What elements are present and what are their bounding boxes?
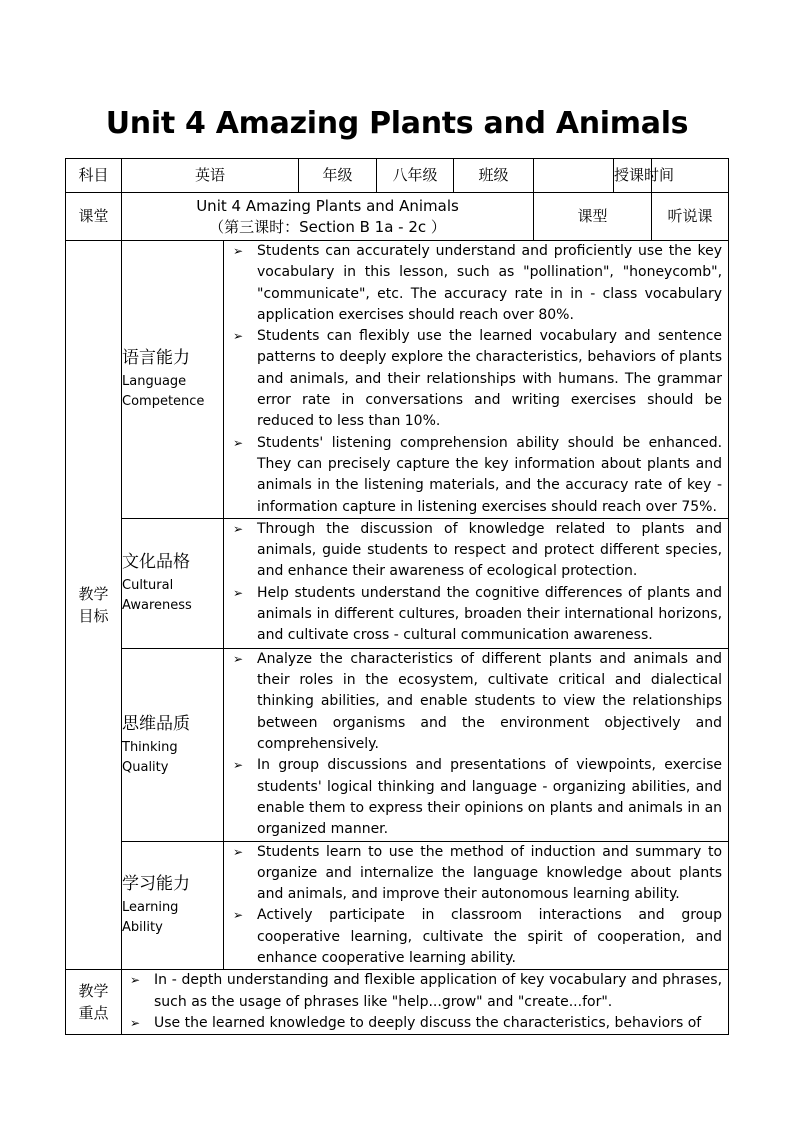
list-item: ➢ Use the learned knowledge to deeply discuss the characteristics, behaviors of (154, 1013, 722, 1034)
arrow-bullet-icon: ➢ (233, 244, 244, 258)
objective-category-cultural (122, 518, 224, 648)
list-item: ➢ Analyze the characteristics of different plants and animals and their roles in the ecosystem, cultivate critical and dialectical thinking abilities, and enable students to view the relationships between organisms and the environment objectively and comprehensively. (233, 650, 723, 753)
header-row (66, 159, 729, 193)
list-item: ➢ Students can flexibly use the learned vocabulary and sentence patterns to deeply explore the characteristics, behaviors of plants and animals, and their relationships with humans. The grammar error rate in conversations and writing exercises should be reduced to less than 10%. (233, 328, 723, 430)
objective-content-learning (224, 841, 729, 970)
arrow-bullet-icon: ➢ (233, 651, 244, 666)
lesson-title-line2: （第三课时：Section B 1a - 2c ） (209, 217, 446, 236)
list-item: ➢ Students can accurately understand and proficiently use the key vocabulary in this lesson, such as "pollination", "honeycomb", "communicate", etc. The accuracy rate in in - class vocabulary application exercises should reach over 80%. (233, 243, 723, 323)
time-label: 授课时间 (614, 159, 652, 193)
subject-value: 英语 (122, 159, 299, 193)
objective-category-learning (122, 841, 224, 970)
list-item: ➢ Through the discussion of knowledge related to plants and animals, guide students to respect and protect different species, and enhance their awareness of ecological protection. (233, 520, 723, 580)
category-en-line1: Language (122, 374, 187, 390)
document-title: Unit 4 Amazing Plants and Animals (105, 106, 689, 141)
arrow-bullet-icon: ➢ (233, 844, 244, 859)
lesson-title-cell (122, 193, 534, 241)
arrow-bullet-icon: ➢ (233, 521, 244, 536)
key-points-row (66, 970, 729, 1035)
key-points-label: 教学重点 (66, 970, 122, 1035)
category-en-line2: Ability (122, 920, 163, 936)
category-zh: 文化品格 (122, 552, 190, 573)
arrow-bullet-icon: ➢ (233, 329, 244, 344)
category-en-line1: Cultural (122, 578, 174, 594)
lesson-plan-table (65, 158, 729, 1035)
category-zh: 思维品质 (122, 713, 190, 734)
class-value (534, 159, 614, 193)
objectives-label: 教学目标 (66, 241, 122, 970)
arrow-bullet-icon: ➢ (130, 1015, 141, 1030)
class-label: 班级 (454, 159, 534, 193)
objective-content-language (224, 241, 729, 519)
list-item: ➢ Help students understand the cognitive differences of plants and animals in different cultures, broaden their international horizons, and cultivate cross - cultural communication awareness. (233, 584, 723, 644)
objective-content-cultural (224, 518, 729, 648)
objective-category-thinking (122, 648, 224, 841)
list-item: ➢ In - depth understanding and flexible application of key vocabulary and phrases, such as the usage of phrases like "help...grow" and "create...for". (130, 972, 723, 1010)
category-en-line2: Awareness (122, 598, 192, 614)
category-en-line2: Competence (122, 394, 205, 410)
category-zh: 学习能力 (122, 874, 190, 895)
arrow-bullet-icon: ➢ (233, 908, 244, 923)
key-points-content (122, 970, 729, 1035)
lesson-type-value: 听说课 (652, 193, 729, 241)
category-en-line1: Learning (122, 900, 179, 916)
objective-content-thinking (224, 648, 729, 841)
objective-row-language (66, 241, 729, 519)
arrow-bullet-icon: ➢ (233, 758, 244, 773)
objective-row-learning (66, 841, 729, 970)
category-en-line1: Thinking (122, 739, 178, 755)
objective-row-thinking (66, 648, 729, 841)
grade-label: 年级 (299, 159, 377, 193)
list-item: ➢ In group discussions and presentations of viewpoints, exercise students' logical thinking and language - organizing abilities, and enable them to express their opinions on plants and animals in an organized manner. (233, 757, 723, 838)
lesson-title-line1: Unit 4 Amazing Plants and Animals (196, 196, 459, 215)
list-item: ➢ Students' listening comprehension ability should be enhanced. They can precisely capture the key information about plants and animals in the listening materials, and the accuracy rate of key - information capture in listening exercises should reach over 75%. (233, 434, 723, 515)
list-item: ➢ Students learn to use the method of induction and summary to organize and internalize the language knowledge about plants and animals, and improve their autonomous learning ability. (233, 843, 723, 903)
objective-category-language (122, 241, 224, 519)
category-zh: 语言能力 (122, 348, 190, 369)
grade-value: 八年级 (377, 159, 454, 193)
arrow-bullet-icon: ➢ (130, 973, 141, 988)
lesson-type-label: 课型 (534, 193, 652, 241)
lesson-row (66, 193, 729, 241)
category-en-line2: Quality (122, 759, 169, 775)
objective-row-cultural (66, 518, 729, 648)
list-item: ➢ Actively participate in classroom interactions and group cooperative learning, cultivate the spirit of cooperation, and enhance cooperative learning ability. (233, 907, 723, 967)
arrow-bullet-icon: ➢ (233, 435, 244, 450)
lesson-label: 课堂 (66, 193, 122, 241)
arrow-bullet-icon: ➢ (233, 585, 244, 600)
subject-label: 科目 (66, 159, 122, 193)
